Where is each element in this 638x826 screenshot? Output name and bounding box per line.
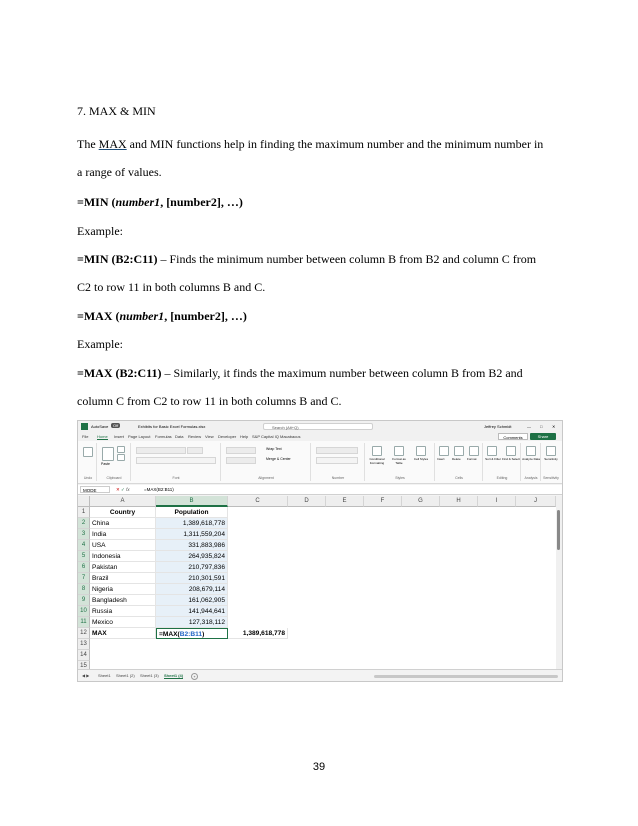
- delete-cells-icon[interactable]: [454, 446, 464, 456]
- cell-header-country[interactable]: Country: [90, 507, 156, 518]
- search-placeholder: Search (Alt+Q): [272, 425, 299, 430]
- sheet-tab[interactable]: Sheet1 (3): [140, 673, 159, 678]
- tab-developer[interactable]: Developer: [218, 434, 237, 439]
- autosave-label[interactable]: AutoSave: [91, 424, 109, 429]
- vertical-scrollbar[interactable]: [556, 496, 562, 669]
- ribbon-group-label: Font: [172, 476, 180, 480]
- fx-icon[interactable]: ✕ ✓ fx: [116, 487, 130, 492]
- analyze-data-icon[interactable]: [526, 446, 536, 456]
- find-select-label: Find & Select: [502, 457, 520, 461]
- cell-country[interactable]: Nigeria: [90, 584, 156, 595]
- column-header[interactable]: F: [364, 496, 402, 507]
- autosum-icon[interactable]: [487, 446, 497, 456]
- row-header[interactable]: 11: [78, 617, 90, 628]
- conditional-formatting-icon[interactable]: [372, 446, 382, 456]
- max-term: MAX: [98, 137, 127, 151]
- row-header[interactable]: 8: [78, 584, 90, 595]
- paste-label: Paste: [101, 462, 110, 466]
- insert-label: Insert: [437, 457, 445, 461]
- merge-center-button[interactable]: Merge & Center: [266, 457, 291, 461]
- ribbon-group-editing: [484, 443, 521, 481]
- align-top-buttons[interactable]: [226, 447, 256, 454]
- ribbon-group-clipboard: [98, 443, 131, 481]
- sort-filter-label: Sort & Filter: [485, 457, 501, 461]
- max-example-line-2: column C from C2 to row 11 in both columns B and C.: [77, 394, 342, 408]
- formula-range-ref: B2:B11: [179, 631, 203, 638]
- format-as-table-icon[interactable]: [394, 446, 404, 456]
- syntax-arg: number1: [115, 195, 161, 209]
- min-example-line-1: [77, 252, 536, 266]
- autosave-toggle[interactable]: Off: [113, 423, 119, 428]
- ribbon-group-cells: [436, 443, 483, 481]
- min-example-line-2: C2 to row 11 in both columns B and C.: [77, 280, 266, 294]
- column-header[interactable]: H: [440, 496, 478, 507]
- format-cells-icon[interactable]: [469, 446, 479, 456]
- max-example-line-1: [77, 366, 523, 380]
- find-icon[interactable]: [506, 446, 516, 456]
- min-example-desc: – Finds the minimum number between column B from B2 and column C from: [157, 252, 537, 266]
- row-header[interactable]: 13: [78, 639, 90, 650]
- column-header[interactable]: D: [288, 496, 326, 507]
- cell-country[interactable]: Brazil: [90, 573, 156, 584]
- cell-country[interactable]: Russia: [90, 606, 156, 617]
- row-header[interactable]: 1: [78, 507, 90, 518]
- conditional-formatting-label: Conditional Formatting: [369, 457, 385, 465]
- tab-view[interactable]: View: [205, 434, 214, 439]
- sensitivity-icon[interactable]: [546, 446, 556, 456]
- select-all-corner[interactable]: [78, 496, 90, 507]
- sheet-tabs-bar: [78, 669, 562, 682]
- cell-country[interactable]: China: [90, 518, 156, 529]
- sheet-nav-icon[interactable]: ◀ ▶: [82, 673, 90, 678]
- row-header[interactable]: 4: [78, 540, 90, 551]
- max-example-desc: – Similarly, it finds the maximum number between column B from B2 and: [161, 366, 523, 380]
- cell-country[interactable]: USA: [90, 540, 156, 551]
- font-name-dropdown[interactable]: [136, 447, 186, 454]
- min-example-formula: =MIN (B2:C11): [77, 252, 158, 266]
- cell-country[interactable]: Bangladesh: [90, 595, 156, 606]
- scrollbar-thumb[interactable]: [557, 510, 560, 550]
- ribbon-group-label: Clipboard: [106, 476, 122, 480]
- sensitivity-label: Sensitivity: [544, 457, 558, 461]
- column-header[interactable]: E: [326, 496, 364, 507]
- cell-population[interactable]: 141,944,641: [156, 606, 228, 617]
- min-syntax: [77, 195, 243, 209]
- ribbon-group-styles: [366, 443, 435, 481]
- tab-home[interactable]: Home: [97, 434, 108, 439]
- row-header[interactable]: 3: [78, 529, 90, 540]
- tab-help[interactable]: Help: [240, 434, 249, 439]
- sheet-tab-active[interactable]: Sheet1 (4): [164, 673, 184, 678]
- tab-review[interactable]: Review: [188, 434, 202, 439]
- format-as-table-label: Format as Table: [392, 457, 406, 465]
- ribbon-group-label: Styles: [395, 476, 405, 480]
- cell-population[interactable]: 210,301,591: [156, 573, 228, 584]
- ribbon-group-number: [312, 443, 365, 481]
- share-button[interactable]: Share: [530, 433, 556, 440]
- ribbon: [78, 441, 562, 484]
- cell-styles-icon[interactable]: [416, 446, 426, 456]
- search-input[interactable]: [263, 423, 373, 430]
- ribbon-tabs: [78, 432, 562, 441]
- column-header[interactable]: I: [478, 496, 516, 507]
- maximize-icon[interactable]: □: [540, 424, 543, 429]
- ribbon-group-label: Undo: [83, 476, 93, 480]
- cell-population[interactable]: 210,797,836: [156, 562, 228, 573]
- tab-formulas[interactable]: Formulas: [155, 434, 172, 439]
- close-icon[interactable]: ✕: [552, 424, 556, 429]
- row-header[interactable]: 2: [78, 518, 90, 529]
- cell-max-result[interactable]: 1,389,618,778: [228, 628, 288, 639]
- max-example-formula: =MAX (B2:C11): [77, 366, 162, 380]
- analyze-data-label: Analyze Data: [522, 457, 540, 461]
- copy-icon[interactable]: [117, 454, 125, 461]
- tab-insert[interactable]: Insert: [114, 434, 125, 439]
- intro-line-1: [77, 137, 543, 151]
- cell-max-label[interactable]: MAX: [90, 628, 156, 639]
- cell-population[interactable]: 331,883,986: [156, 540, 228, 551]
- row-header[interactable]: 10: [78, 606, 90, 617]
- cell-country[interactable]: Indonesia: [90, 551, 156, 562]
- file-name: Exhibits for Basic Excel Formulas.xlsx: [138, 424, 206, 429]
- number-format-buttons[interactable]: [316, 457, 358, 464]
- ribbon-group-label: Sensitivity: [543, 476, 559, 480]
- insert-cells-icon[interactable]: [439, 446, 449, 456]
- ribbon-group-label: Cells: [455, 476, 463, 480]
- syntax-arg: number1: [119, 309, 165, 323]
- ribbon-group-undo: [80, 443, 97, 481]
- tab-page-layout[interactable]: Page Layout: [128, 434, 151, 439]
- cell-header-population[interactable]: Population: [156, 507, 228, 518]
- row-header[interactable]: 15: [78, 661, 90, 672]
- intro-line-2: a range of values.: [77, 165, 162, 179]
- add-sheet-button[interactable]: +: [191, 673, 198, 680]
- cell-max-formula[interactable]: [156, 628, 228, 639]
- example-label-2: Example:: [77, 337, 123, 351]
- syntax-rest: , [number2], …): [164, 309, 247, 323]
- ribbon-group-label: Analysis: [524, 476, 538, 480]
- cell-population[interactable]: 1,389,618,778: [156, 518, 228, 529]
- row-header[interactable]: 7: [78, 573, 90, 584]
- tab-capital-iq[interactable]: S&P Capital IQ: [252, 434, 279, 439]
- excel-titlebar: [78, 421, 562, 432]
- row-header[interactable]: 14: [78, 650, 90, 661]
- ribbon-group-label: Number: [331, 476, 345, 480]
- ribbon-group-sensitivity: [542, 443, 560, 481]
- page-number: 39: [312, 761, 326, 773]
- ribbon-group-font: [132, 443, 221, 481]
- max-syntax: [77, 309, 247, 323]
- cell-country[interactable]: India: [90, 529, 156, 540]
- minimize-icon[interactable]: —: [527, 424, 531, 429]
- delete-label: Delete: [452, 457, 461, 461]
- cell-population[interactable]: 127,318,112: [156, 617, 228, 628]
- example-label-1: Example:: [77, 224, 123, 238]
- excel-logo-icon: [81, 423, 88, 430]
- tab-data[interactable]: Data: [175, 434, 184, 439]
- excel-screenshot: [77, 420, 563, 682]
- cell-population[interactable]: 264,935,824: [156, 551, 228, 562]
- fx-label: fx: [126, 487, 130, 492]
- row-header[interactable]: 5: [78, 551, 90, 562]
- min-term: MIN: [150, 137, 174, 151]
- column-header[interactable]: C: [228, 496, 288, 507]
- column-header[interactable]: A: [90, 496, 156, 507]
- font-size-dropdown[interactable]: [187, 447, 203, 454]
- formula-bar: [78, 485, 562, 495]
- cell-styles-label: Cell Styles: [413, 457, 429, 461]
- cut-icon[interactable]: [117, 446, 125, 453]
- intro-text: The: [77, 137, 99, 151]
- syntax-name: =MAX (: [77, 309, 120, 323]
- intro-text: and: [126, 137, 150, 151]
- intro-text: functions help in finding the maximum number and the minimum number in: [173, 137, 544, 151]
- horizontal-scrollbar[interactable]: [374, 675, 558, 678]
- sheet-tab[interactable]: Sheet1: [98, 673, 111, 678]
- ribbon-group-label: Editing: [496, 476, 508, 480]
- cell-population[interactable]: 208,679,114: [156, 584, 228, 595]
- user-name: Jeffrey Schmidt: [484, 424, 512, 429]
- tab-macabacus[interactable]: Macabacus: [280, 434, 301, 439]
- comments-button[interactable]: Comments: [498, 433, 528, 440]
- row-header[interactable]: 6: [78, 562, 90, 573]
- cell-country[interactable]: Mexico: [90, 617, 156, 628]
- cell-population[interactable]: 1,311,559,204: [156, 529, 228, 540]
- sheet-tab[interactable]: Sheet1 (2): [116, 673, 135, 678]
- column-header[interactable]: G: [402, 496, 440, 507]
- wrap-text-button[interactable]: Wrap Text: [266, 447, 282, 451]
- row-header[interactable]: 12: [78, 628, 90, 639]
- font-format-buttons[interactable]: [136, 457, 216, 464]
- formula-suffix: ): [202, 631, 205, 638]
- syntax-name: =MIN (: [77, 195, 116, 209]
- number-format-dropdown[interactable]: [316, 447, 358, 454]
- tab-file[interactable]: File: [82, 434, 89, 439]
- undo-icon[interactable]: [83, 447, 93, 457]
- align-horizontal-buttons[interactable]: [226, 457, 256, 464]
- section-heading: 7. MAX & MIN: [77, 104, 156, 118]
- spreadsheet-grid: [78, 496, 562, 669]
- format-label: Format: [467, 457, 477, 461]
- name-box[interactable]: MODE: [80, 486, 110, 493]
- formula-input[interactable]: =MAX(B2:B11): [144, 487, 174, 492]
- ribbon-group-alignment: [222, 443, 311, 481]
- syntax-rest: , [number2], …): [160, 195, 243, 209]
- row-header[interactable]: 9: [78, 595, 90, 606]
- paste-icon[interactable]: [102, 447, 114, 461]
- ribbon-group-analysis: [522, 443, 541, 481]
- cell-population[interactable]: 161,062,905: [156, 595, 228, 606]
- cell-country[interactable]: Pakistan: [90, 562, 156, 573]
- column-header[interactable]: B: [156, 496, 228, 507]
- column-header[interactable]: J: [516, 496, 556, 507]
- ribbon-group-label: Alignment: [258, 476, 274, 480]
- formula-prefix: =MAX(: [159, 631, 180, 638]
